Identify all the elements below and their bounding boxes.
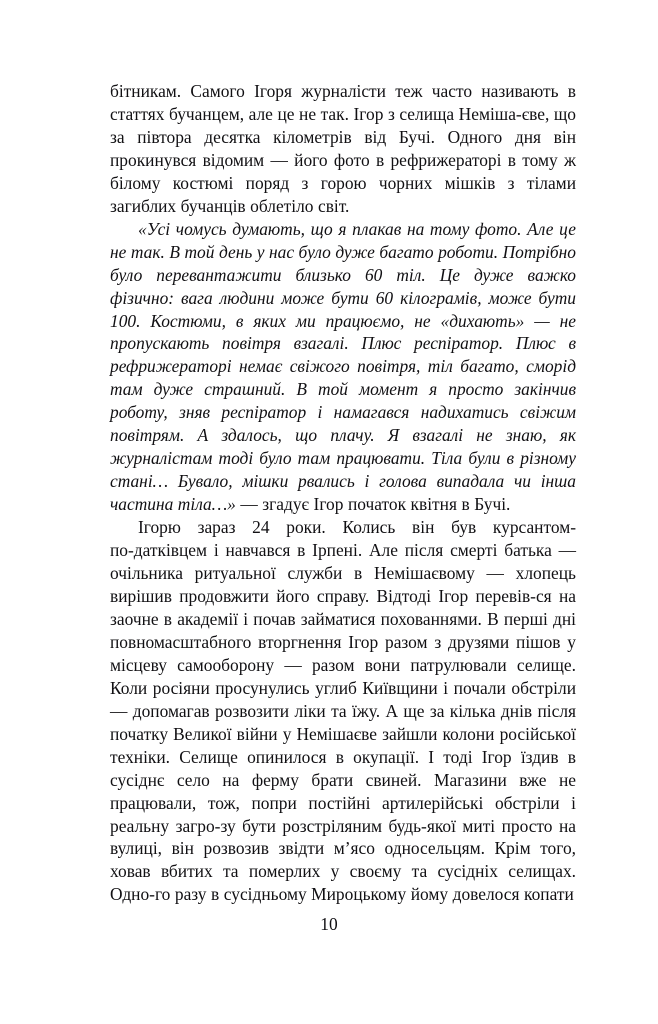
quote-attribution: — згадує Ігор початок квітня в Бучі. (235, 494, 511, 515)
paragraph-3: Ігорю зараз 24 роки. Колись він був курсантом-по‑датківцем і навчався в Ірпені. Але після смерті батька — очільника ритуальної служби в Немішаєвому — хлопець вирішив продовжити його справу. Відтоді Ігор перевів‑ся на заочне в академії і почав займатися похованнями. В перші дні повномасштабного вторгнення Ігор разом з друзями пішов у місцеву самооборону — разом вони патрулювали селище. Коли росіяни просунулись углиб Київщини і почали обстріли — допомагав розвозити ліки та їжу. А ще за кілька днів після початку Великої війни у Немішаєве зайшли колони російської техніки. Селище опинилося в окупації. І тоді Ігор їздив в сусіднє село на ферму брати свиней. Магазини вже не працювали, тож, попри постійні артилерійські обстріли і реальну загро‑зу бути розстріляним будь-якої миті просто на вулиці, він розвозив звідти м’ясо односельцям. Крім того, ховав вбитих та померлих у своєму та сусідніх селищах. Одно‑го разу в сусідньому Мироцькому йому довелося копати (110, 517, 576, 905)
paragraph-1: бітникам. Самого Ігоря журналісти теж часто називають в статтях бучанцем, але це не так. Ігор з селища Неміша‑єве, що за півтора десятка кілометрів від Бучі. Одного дня він прокинувся відомим — його фото в рефрижераторі в тому ж білому костюмі поряд з горою чорних мішків з тілами загиблих бучанців облетіло світ. (110, 81, 576, 216)
quote-italic-text: «Усі чомусь думають, що я плакав на тому фото. Але це не так. В той день у нас було дуже багато роботи. Потрібно було перевантажити близько 60 тіл. Це дуже важко фізично: вага людини може бути 60 кілограмів, може бути 100. Костюми, в яких ми працюємо, не «дихають» — не пропускають повітря взагалі. Плюс респіратор. Плюс в рефрижераторі немає свіжого повітря, тіл багато, сморід там дуже страшний. В той момент я просто закінчив роботу, зняв респіратор і намагався надихатись свіжим повітрям. А здалось, що плачу. Я взагалі не знаю, як журналістам тоді було там працювати. Тіла були в різному стані… Бувало, мішки рвались і голова випадала чи інша частина тіла…» (110, 218, 576, 515)
paragraph-2-quote (110, 218, 576, 516)
text-column (110, 80, 576, 906)
page-number: 10 (320, 914, 338, 934)
